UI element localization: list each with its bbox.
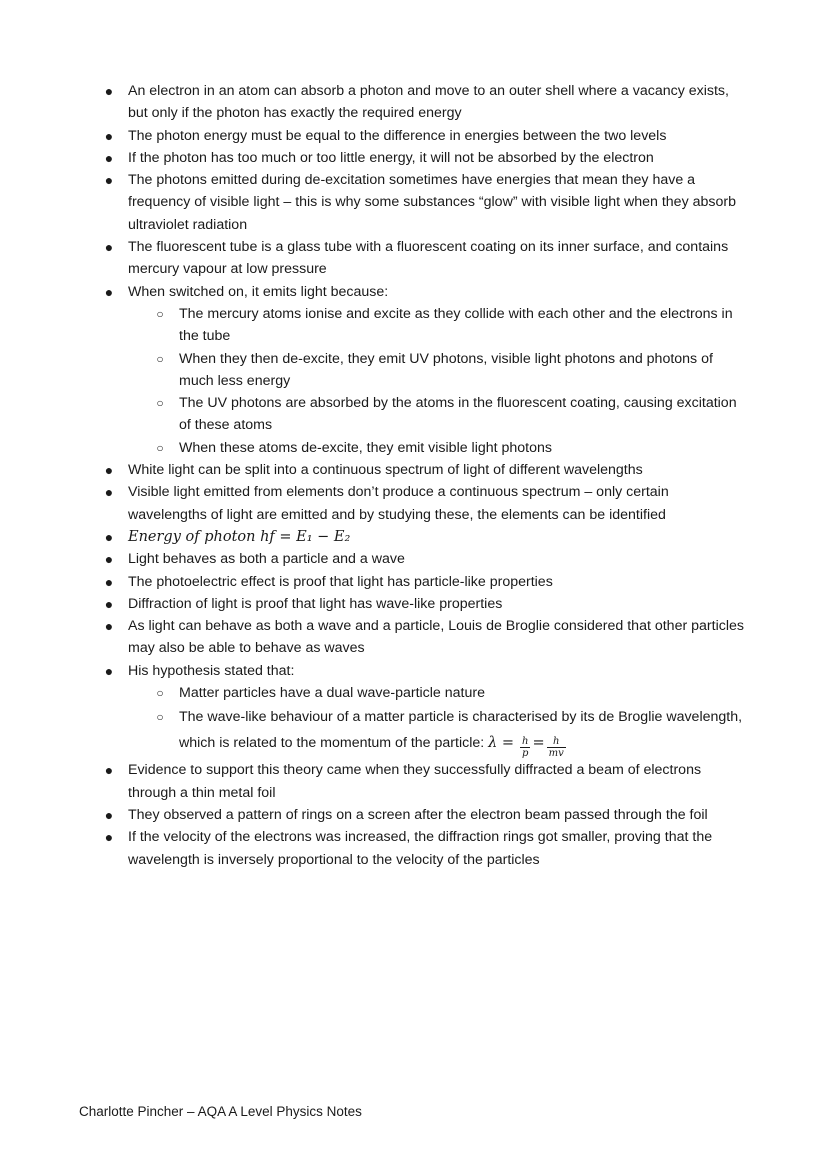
- note-text: If the photon has too much or too little energy, it will not be absorbed by the electron: [128, 149, 654, 166]
- bullet-icon: ●: [104, 462, 114, 479]
- list-item: [104, 660, 750, 760]
- sub-note-text: Matter particles have a dual wave-particle nature: [179, 685, 485, 702]
- bullet-icon: ●: [104, 283, 114, 300]
- bullet-icon: ●: [104, 829, 114, 846]
- h-over-mv-fraction: [547, 736, 566, 759]
- equals-sign: =: [532, 735, 545, 752]
- list-item: [104, 125, 750, 147]
- bullet-icon: ●: [104, 662, 114, 679]
- note-text: White light can be split into a continuous spectrum of light of different wavelengths: [128, 462, 643, 479]
- sub-list: [128, 303, 750, 459]
- sub-list-item: [156, 704, 750, 760]
- fraction-numerator: h: [522, 736, 529, 748]
- note-text: The photon energy must be equal to the difference in energies between the two levels: [128, 127, 667, 144]
- sub-list-item: [156, 348, 750, 393]
- note-text: If the velocity of the electrons was increased, the diffraction rings got smaller, proving that the wavelength is inversely proportional to the velocity of the particles: [128, 829, 713, 868]
- note-text: The fluorescent tube is a glass tube with a fluorescent coating on its inner surface, and contains mercury vapour at low pressure: [128, 239, 729, 278]
- list-item: [104, 80, 750, 125]
- bullet-icon: ●: [104, 484, 114, 501]
- list-item: [104, 759, 750, 804]
- fraction-numerator: h: [547, 736, 566, 748]
- sub-bullet-icon: ○: [156, 351, 164, 366]
- note-text: As light can behave as both a wave and a particle, Louis de Broglie considered that other particles may also be able to behave as waves: [128, 618, 744, 657]
- photon-energy-formula: Energy of photon hf = E₁ − E₂: [128, 528, 351, 545]
- sub-bullet-icon: ○: [156, 306, 164, 321]
- note-text: The photoelectric effect is proof that light has particle-like properties: [128, 573, 553, 590]
- sub-list-item: [156, 437, 750, 459]
- note-text: They observed a pattern of rings on a screen after the electron beam passed through the foil: [128, 806, 708, 823]
- bullet-icon: ●: [104, 595, 114, 612]
- list-item: [104, 804, 750, 826]
- list-item: [104, 169, 750, 236]
- list-item: [104, 459, 750, 481]
- list-item: [104, 481, 750, 526]
- sub-list-item: [156, 303, 750, 348]
- bullet-icon: ●: [104, 127, 114, 144]
- note-text: Light behaves as both a particle and a wave: [128, 551, 405, 568]
- note-text: Diffraction of light is proof that light has wave-like properties: [128, 595, 503, 612]
- note-text: The photons emitted during de-excitation sometimes have energies that mean they have a frequency of visible light – this is why some substances “glow” with visible light when they absorb ultraviolet radiation: [128, 172, 736, 233]
- list-item: [104, 526, 750, 548]
- bullet-icon: ●: [104, 172, 114, 189]
- sub-note-text: The wave-like behaviour of a matter particle is characterised by its de Broglie wavelength, which is related to the momentum of the particle:: [179, 709, 743, 752]
- list-item: [104, 615, 750, 660]
- sub-note-text: When these atoms de-excite, they emit visible light photons: [179, 439, 553, 456]
- list-item: [104, 147, 750, 169]
- bullet-icon: ●: [104, 83, 114, 99]
- sub-list-item: [156, 392, 750, 437]
- notes-list: [104, 80, 750, 871]
- h-over-p-fraction: [520, 736, 530, 759]
- sub-bullet-icon: ○: [156, 686, 164, 701]
- sub-bullet-icon: ○: [156, 710, 164, 725]
- note-text: An electron in an atom can absorb a photon and move to an outer shell where a vacancy exists, but only if the photon has exactly the required energy: [128, 83, 729, 122]
- list-item: [104, 236, 750, 281]
- bullet-icon: ●: [104, 762, 114, 779]
- sub-list-item: [156, 682, 750, 704]
- bullet-icon: ●: [104, 551, 114, 568]
- note-text: His hypothesis stated that:: [128, 662, 295, 679]
- sub-note-text: When they then de-excite, they emit UV photons, visible light photons and photons of much less energy: [179, 350, 713, 389]
- fraction-denominator: mv: [548, 748, 564, 760]
- bullet-icon: ●: [104, 806, 114, 823]
- list-item: [104, 548, 750, 570]
- page-footer: Charlotte Pincher – AQA A Level Physics Notes: [79, 1104, 362, 1119]
- bullet-icon: ●: [104, 149, 114, 166]
- sub-note-text: The UV photons are absorbed by the atoms in the fluorescent coating, causing excitation of these atoms: [179, 395, 737, 434]
- bullet-icon: ●: [104, 573, 114, 590]
- list-item: [104, 281, 750, 459]
- bullet-icon: ●: [104, 239, 114, 256]
- sub-list: [128, 682, 750, 759]
- fraction-denominator: p: [522, 748, 529, 760]
- list-item: [104, 571, 750, 593]
- note-text: Evidence to support this theory came when they successfully diffracted a beam of electrons through a thin metal foil: [128, 762, 702, 801]
- note-text: Visible light emitted from elements don’t produce a continuous spectrum – only certain wavelengths of light are emitted and by studying these, the elements can be identified: [128, 484, 669, 523]
- list-item: [104, 826, 750, 871]
- sub-bullet-icon: ○: [156, 440, 164, 455]
- bullet-icon: ●: [104, 528, 114, 545]
- sub-note-text: The mercury atoms ionise and excite as they collide with each other and the electrons in the tube: [179, 305, 733, 345]
- lambda-symbol: λ =: [488, 735, 515, 752]
- note-text: When switched on, it emits light because:: [128, 283, 389, 300]
- sub-bullet-icon: ○: [156, 396, 164, 411]
- list-item: [104, 593, 750, 615]
- bullet-icon: ●: [104, 618, 114, 635]
